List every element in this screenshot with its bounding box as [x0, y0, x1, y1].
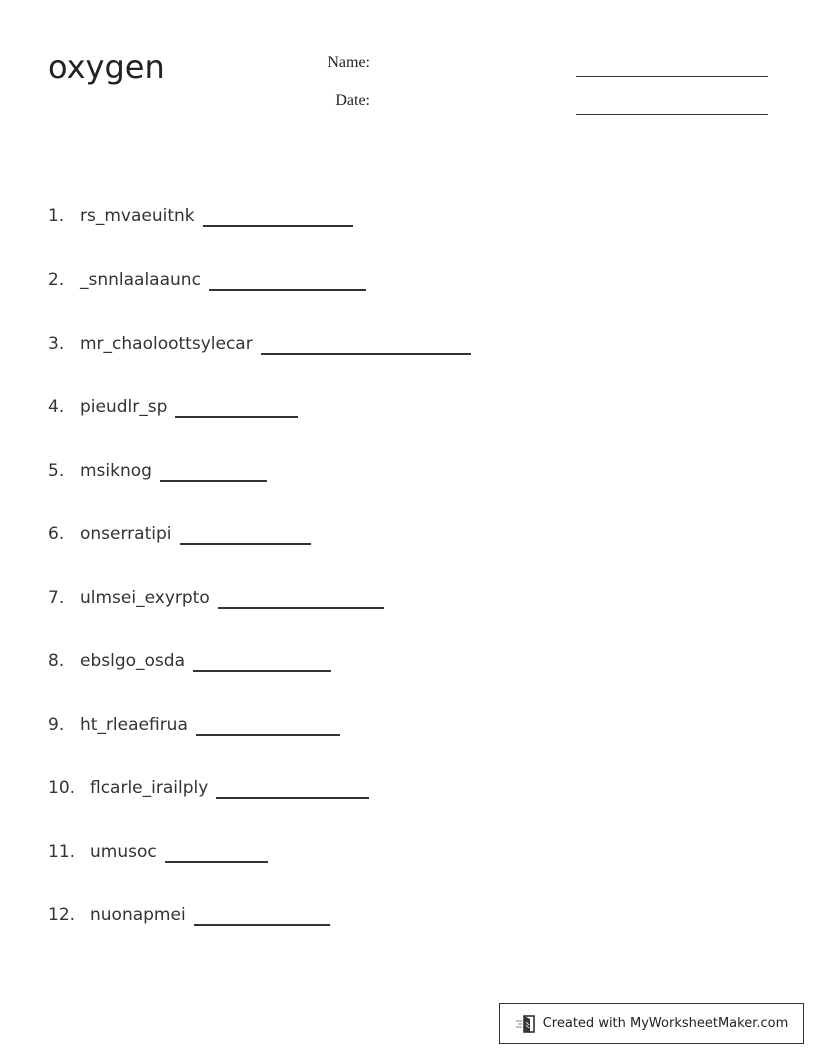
scrambled-word: pieudlr_sp	[80, 397, 168, 417]
name-line[interactable]	[576, 76, 768, 77]
worksheet-title: oxygen	[48, 48, 165, 86]
footer-badge[interactable]	[499, 1003, 804, 1044]
question-number: 3.	[48, 334, 65, 354]
question-number: 7.	[48, 588, 65, 608]
question-number: 12.	[48, 905, 76, 925]
scrambled-word: flcarle_irailply	[90, 778, 209, 798]
answer-blank[interactable]	[175, 415, 298, 418]
scrambled-word: _snnlaalaaunc	[80, 270, 201, 290]
answer-blank[interactable]	[209, 288, 366, 291]
answer-blank[interactable]	[218, 606, 384, 609]
question-item	[48, 524, 311, 544]
question-number: 11.	[48, 842, 76, 862]
answer-blank[interactable]	[203, 224, 353, 227]
question-item	[48, 397, 298, 417]
question-item	[48, 334, 471, 354]
footer-text: Created with MyWorksheetMaker.com	[542, 1016, 789, 1031]
answer-blank[interactable]	[216, 796, 369, 799]
question-item	[48, 905, 330, 925]
scrambled-word: msiknog	[80, 461, 152, 481]
question-number: 9.	[48, 715, 65, 735]
question-number: 8.	[48, 651, 65, 671]
question-item	[48, 461, 267, 481]
question-item	[48, 270, 366, 290]
date-line[interactable]	[576, 114, 768, 115]
question-number: 1.	[48, 206, 65, 226]
question-item	[48, 206, 353, 226]
answer-blank[interactable]	[196, 733, 340, 736]
scrambled-word: onserratipi	[80, 524, 172, 544]
worksheet-logo-icon	[515, 1014, 537, 1034]
answer-blank[interactable]	[180, 542, 311, 545]
question-item	[48, 651, 331, 671]
scrambled-word: rs_mvaeuitnk	[80, 206, 195, 226]
date-label: Date:	[335, 92, 370, 109]
scrambled-word: ulmsei_exyrpto	[80, 588, 210, 608]
question-item	[48, 842, 268, 862]
question-number: 2.	[48, 270, 65, 290]
name-label: Name:	[327, 54, 370, 71]
question-number: 5.	[48, 461, 65, 481]
answer-blank[interactable]	[165, 860, 268, 863]
answer-blank[interactable]	[261, 352, 471, 355]
question-item	[48, 778, 369, 798]
scrambled-word: umusoc	[90, 842, 157, 862]
question-number: 6.	[48, 524, 65, 544]
scrambled-word: nuonapmei	[90, 905, 186, 925]
question-item	[48, 588, 384, 608]
answer-blank[interactable]	[194, 923, 330, 926]
scrambled-word: ht_rleaefirua	[80, 715, 188, 735]
question-number: 10.	[48, 778, 76, 798]
question-item	[48, 715, 340, 735]
scrambled-word: ebslgo_osda	[80, 651, 185, 671]
answer-blank[interactable]	[160, 479, 267, 482]
answer-blank[interactable]	[193, 669, 331, 672]
scrambled-word: mr_chaoloottsylecar	[80, 334, 253, 354]
question-number: 4.	[48, 397, 65, 417]
